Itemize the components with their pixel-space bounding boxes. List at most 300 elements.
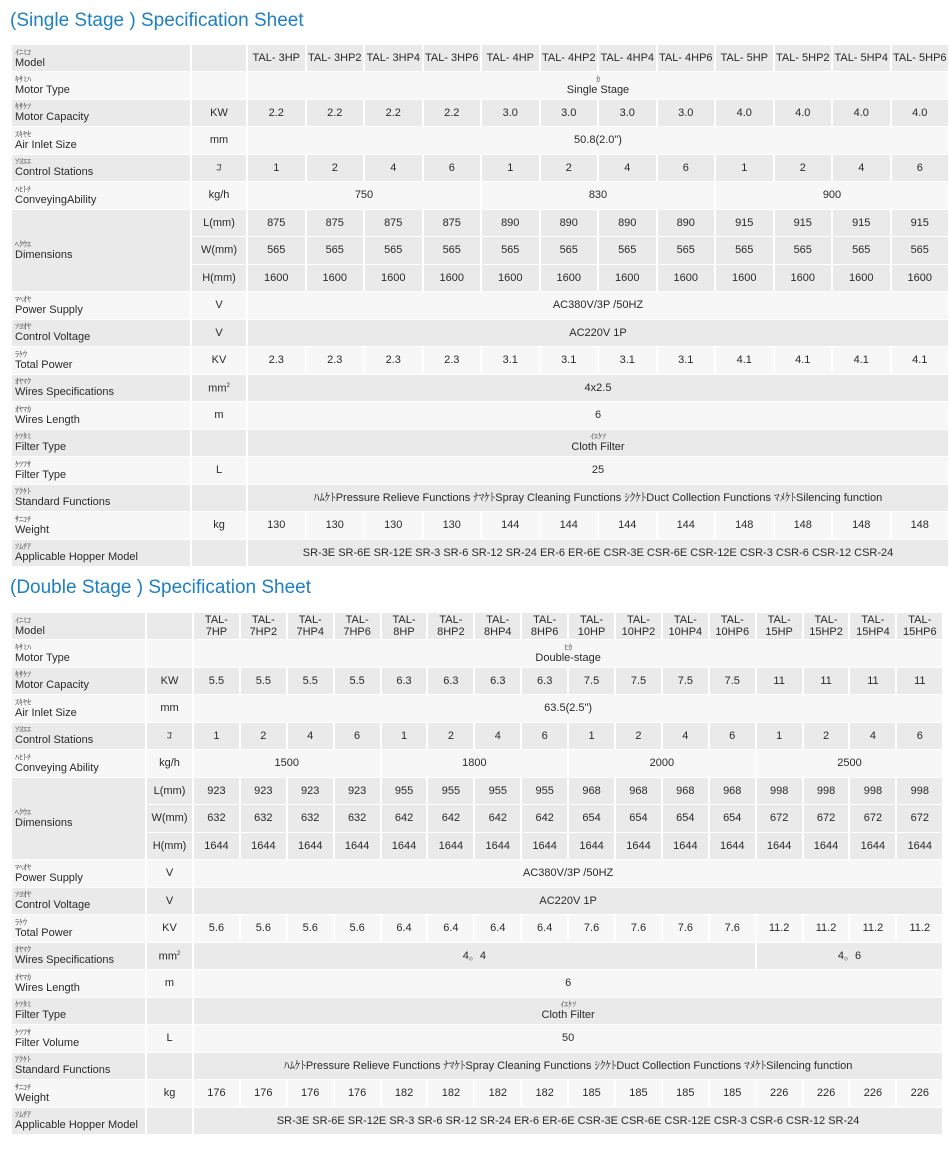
conveying-group-cell: 750	[248, 182, 480, 209]
total-power-cell: 6.4	[382, 915, 427, 942]
motor-capacity-cell: 3.0	[599, 100, 656, 127]
unit-text: ｺ	[166, 729, 173, 742]
control-stations-cell: 1	[194, 723, 239, 750]
model-cell: TAL- 10HP	[569, 613, 614, 639]
dimension-w-cell: 654	[663, 805, 708, 832]
control-stations-cell: 6	[897, 723, 942, 750]
model-cell: TAL- 15HP	[757, 613, 802, 639]
unit-text: m	[164, 977, 175, 990]
row-label	[12, 668, 145, 695]
unit-text: KV	[211, 354, 227, 367]
dimension-l-cell: 998	[804, 778, 849, 805]
dimension-w-cell: 672	[804, 805, 849, 832]
spec-row	[12, 888, 942, 915]
weight-cell: 182	[382, 1080, 427, 1107]
row-unit	[192, 347, 246, 374]
dimension-w-cell: 642	[475, 805, 520, 832]
row-unit	[192, 100, 246, 127]
spec-row	[12, 155, 948, 182]
hopper-value: SR-3E SR-6E SR-12E SR-3 SR-6 SR-12 SR-24 ER-6 ER-6E CSR-3E CSR-6E CSR-12E CSR-3 CSR-6 CSR-12 CSR-24	[248, 540, 948, 567]
motor-capacity-cell: 6.3	[522, 668, 567, 695]
dimension-l-cell: 968	[663, 778, 708, 805]
power-supply-value: AC380V/3P /50HZ	[248, 292, 948, 319]
row-label-en: Control Voltage	[15, 331, 91, 344]
weight-cell: 148	[833, 512, 890, 539]
row-unit	[147, 1108, 192, 1135]
filter-type-jp: ｲｴｹｿ	[560, 1000, 577, 1010]
control-voltage-value: AC220V 1P	[194, 888, 942, 915]
spec-row	[12, 695, 942, 722]
unit-text: V	[215, 326, 223, 339]
dimension-h-cell: 1644	[616, 833, 661, 860]
spec-row	[12, 723, 942, 750]
motor-capacity-cell: 6.3	[428, 668, 473, 695]
row-label	[12, 1025, 145, 1052]
dimension-l-cell: 915	[775, 210, 832, 237]
row-label-en: Air Inlet Size	[15, 706, 77, 719]
unit-text: L	[166, 1032, 173, 1045]
row-label-en: Model	[15, 624, 45, 637]
motor-capacity-cell: 7.5	[616, 668, 661, 695]
motor-type-en: Double-stage	[535, 651, 601, 664]
dimension-l-cell: 915	[833, 210, 890, 237]
row-unit	[192, 320, 246, 347]
dimension-l-cell: 875	[365, 210, 422, 237]
weight-cell: 130	[248, 512, 305, 539]
dimension-l-cell: 890	[658, 210, 715, 237]
row-label-jp: ｿﾖｵﾔ	[15, 322, 31, 332]
spec-row	[12, 1080, 942, 1107]
filter-type-jp: ｲｴｹｿ	[590, 432, 606, 442]
row-label-en: Dimensions	[15, 816, 73, 829]
motor-capacity-cell: 5.5	[335, 668, 380, 695]
single-stage-title: (Single Stage ) Specification Sheet	[10, 10, 304, 31]
model-cell: TAL- 8HP6	[522, 613, 567, 639]
control-stations-cell: 6	[658, 155, 715, 182]
dimension-w-cell: 565	[482, 237, 539, 264]
model-cell: TAL- 3HP6	[424, 45, 481, 71]
motor-capacity-cell: 5.5	[241, 668, 286, 695]
motor-capacity-cell: 6.3	[475, 668, 520, 695]
weight-cell: 148	[892, 512, 949, 539]
row-label	[12, 640, 145, 667]
row-label-en: Wires Length	[15, 981, 80, 994]
dimension-w-cell: 672	[897, 805, 942, 832]
motor-capacity-cell: 4.0	[716, 100, 773, 127]
dimension-w-cell: 642	[382, 805, 427, 832]
row-label-en: Power Supply	[15, 871, 83, 884]
dimension-l-cell: 890	[599, 210, 656, 237]
weight-cell: 148	[716, 512, 773, 539]
model-cell: TAL- 3HP	[248, 45, 305, 71]
dimension-l-cell: 955	[428, 778, 473, 805]
model-cell: TAL- 4HP2	[541, 45, 598, 71]
control-stations-cell: 1	[757, 723, 802, 750]
row-unit	[147, 1080, 192, 1107]
row-label-jp: ｽｷﾔｾ	[15, 129, 31, 139]
weight-cell: 226	[757, 1080, 802, 1107]
row-label	[12, 1080, 145, 1107]
row-label	[12, 430, 190, 457]
dimension-h-cell: 1644	[663, 833, 708, 860]
row-label	[12, 457, 190, 484]
weight-cell: 226	[850, 1080, 895, 1107]
row-label-jp: ｷｻｹｿ	[15, 102, 31, 112]
total-power-cell: 4.1	[775, 347, 832, 374]
dimension-l-cell: 915	[716, 210, 773, 237]
model-cell: TAL- 3HP4	[365, 45, 422, 71]
row-label-jp: ｷｻﾐﾊ	[15, 642, 31, 652]
control-stations-cell: 2	[241, 723, 286, 750]
dimension-w-cell: 632	[335, 805, 380, 832]
dimension-h-cell: 1644	[897, 833, 942, 860]
conveying-group-cell: 830	[482, 182, 714, 209]
dimension-w-cell: 565	[833, 237, 890, 264]
dimension-w-cell: 654	[710, 805, 755, 832]
total-power-cell: 7.6	[616, 915, 661, 942]
row-label-jp: ﾍｸｳｴ	[15, 239, 31, 249]
control-stations-cell: 6	[710, 723, 755, 750]
dimension-h-cell: 1644	[804, 833, 849, 860]
row-label	[12, 182, 190, 209]
weight-cell: 148	[775, 512, 832, 539]
motor-type-value	[248, 72, 948, 99]
dimension-w-cell: 565	[599, 237, 656, 264]
dimension-h-cell: 1644	[428, 833, 473, 860]
dimension-l-cell: 968	[569, 778, 614, 805]
total-power-cell: 2.3	[307, 347, 364, 374]
dimension-h-cell: 1600	[833, 265, 890, 292]
row-unit	[147, 723, 192, 750]
row-unit	[192, 375, 246, 402]
row-label	[12, 888, 145, 915]
total-power-cell: 6.4	[428, 915, 473, 942]
control-stations-cell: 2	[307, 155, 364, 182]
row-label	[12, 778, 145, 860]
unit-text: V	[165, 867, 174, 880]
motor-capacity-cell: 3.0	[482, 100, 539, 127]
spec-row	[12, 320, 948, 347]
dimension-w-cell: 565	[892, 237, 949, 264]
total-power-cell: 4.1	[833, 347, 890, 374]
control-stations-cell: 2	[541, 155, 598, 182]
spec-row	[12, 640, 942, 667]
motor-capacity-cell: 11	[757, 668, 802, 695]
row-label-jp: ｿﾑﾁｱ	[15, 1110, 31, 1120]
spec-row	[12, 805, 942, 832]
unit-text: kg	[163, 1087, 176, 1100]
row-label-en: Standard Functions	[15, 1064, 111, 1077]
control-stations-cell: 1	[382, 723, 427, 750]
spec-row	[12, 45, 948, 71]
dimension-h-cell: 1600	[541, 265, 598, 292]
spec-row	[12, 485, 948, 512]
dimension-h-cell: 1644	[850, 833, 895, 860]
dimension-l-cell: 955	[475, 778, 520, 805]
total-power-cell: 5.6	[288, 915, 333, 942]
weight-cell: 130	[424, 512, 481, 539]
unit-text: ｺ	[216, 161, 222, 174]
row-label	[12, 970, 145, 997]
spec-row	[12, 1108, 942, 1135]
total-power-cell: 5.6	[335, 915, 380, 942]
row-label-jp: ｷｻﾐﾊ	[15, 74, 31, 84]
motor-capacity-cell: 5.5	[194, 668, 239, 695]
unit-text: KW	[160, 674, 179, 687]
row-label-en: Control Voltage	[15, 899, 91, 912]
row-label-jp: ｵﾔﾏｶ	[15, 404, 31, 414]
row-unit	[147, 668, 192, 695]
row-label-jp: ｹﾂﾌｻ	[15, 1027, 31, 1037]
model-cell: TAL- 15HP4	[850, 613, 895, 639]
row-label	[12, 210, 190, 292]
row-unit	[192, 402, 246, 429]
row-label-en: Motor Capacity	[15, 111, 89, 124]
row-unit	[147, 750, 192, 777]
row-label-en: Weight	[15, 1091, 50, 1104]
row-label-jp: ﾍｸｳｴ	[15, 807, 31, 817]
motor-capacity-cell: 11	[897, 668, 942, 695]
row-label-en: Model	[15, 56, 45, 69]
row-label	[12, 915, 145, 942]
row-label-jp: ﾗｹｳ	[15, 917, 27, 927]
motor-capacity-cell: 11	[850, 668, 895, 695]
double-stage-spec-table	[10, 612, 944, 1135]
conveying-group-cell: 2000	[569, 750, 755, 777]
row-label	[12, 943, 145, 970]
spec-row	[12, 540, 948, 567]
weight-cell: 130	[365, 512, 422, 539]
dimension-h-cell: 1644	[382, 833, 427, 860]
dimension-h-cell: 1600	[307, 265, 364, 292]
model-cell: TAL- 15HP2	[804, 613, 849, 639]
dimension-l-cell: 923	[194, 778, 239, 805]
row-label	[12, 375, 190, 402]
motor-type-en: Single Stage	[566, 83, 630, 96]
wires-spec-value: 4x2.5	[248, 375, 948, 402]
row-label-jp: ｻﾆｺﾁ	[15, 514, 31, 524]
row-label-en: Motor Capacity	[15, 679, 89, 692]
motor-capacity-cell: 7.5	[663, 668, 708, 695]
row-unit	[192, 45, 246, 71]
dimension-h-cell: 1600	[599, 265, 656, 292]
motor-capacity-cell: 4.0	[833, 100, 890, 127]
row-label-jp: ｵﾔﾏｸ	[15, 377, 31, 387]
weight-cell: 226	[897, 1080, 942, 1107]
row-label-en: Control Stations	[15, 166, 94, 179]
spec-row	[12, 833, 942, 860]
motor-capacity-cell: 6.3	[382, 668, 427, 695]
row-label	[12, 998, 145, 1025]
row-label	[12, 155, 190, 182]
total-power-cell: 11.2	[804, 915, 849, 942]
row-unit	[192, 155, 246, 182]
row-unit	[192, 430, 246, 457]
unit-text: kg/h	[208, 189, 230, 202]
row-unit	[147, 860, 192, 887]
model-cell: TAL- 15HP6	[897, 613, 942, 639]
row-label	[12, 860, 145, 887]
row-label-jp: ｲﾆﾐｺ	[15, 615, 31, 625]
row-label-jp: ｻﾆｺﾁ	[15, 1082, 31, 1092]
row-label-jp: ｵﾔﾏｸ	[15, 945, 31, 955]
total-power-cell: 11.2	[897, 915, 942, 942]
dimension-l-cell: 998	[897, 778, 942, 805]
control-stations-cell: 4	[599, 155, 656, 182]
row-label-en: Conveying Ability	[15, 761, 99, 774]
total-power-cell: 7.6	[569, 915, 614, 942]
row-unit	[192, 127, 246, 154]
row-label-jp: ﾗｹｳ	[15, 349, 27, 359]
control-stations-cell: 2	[804, 723, 849, 750]
weight-cell: 176	[194, 1080, 239, 1107]
dimension-w-cell: 565	[541, 237, 598, 264]
filter-type-en: Cloth Filter	[571, 441, 625, 454]
total-power-cell: 3.1	[541, 347, 598, 374]
conveying-group-cell: 1500	[194, 750, 380, 777]
row-unit	[147, 1025, 192, 1052]
filter-volume-value: 50	[194, 1025, 942, 1052]
motor-capacity-cell: 5.5	[288, 668, 333, 695]
row-unit	[147, 640, 192, 667]
total-power-cell: 5.6	[241, 915, 286, 942]
weight-cell: 185	[663, 1080, 708, 1107]
model-cell: TAL- 7HP2	[241, 613, 286, 639]
total-power-cell: 6.4	[522, 915, 567, 942]
dimension-l-cell: 915	[892, 210, 949, 237]
model-cell: TAL- 5HP2	[775, 45, 832, 71]
dimension-l-cell: 875	[424, 210, 481, 237]
unit-sup: 2	[176, 951, 181, 958]
dimension-w-cell: 642	[522, 805, 567, 832]
control-stations-cell: 4	[365, 155, 422, 182]
weight-cell: 144	[658, 512, 715, 539]
control-stations-cell: 2	[616, 723, 661, 750]
model-cell: TAL- 7HP	[194, 613, 239, 639]
dimension-h-cell: 1600	[716, 265, 773, 292]
row-unit	[192, 182, 246, 209]
row-label-en: Dimensions	[15, 248, 73, 261]
spec-row	[12, 127, 948, 154]
spec-row	[12, 970, 942, 997]
model-cell: TAL- 4HP6	[658, 45, 715, 71]
weight-cell: 176	[241, 1080, 286, 1107]
spec-row	[12, 998, 942, 1025]
row-label-jp: ｿﾑﾁｱ	[15, 542, 31, 552]
dimension-w-cell: 565	[716, 237, 773, 264]
model-cell: TAL- 4HP4	[599, 45, 656, 71]
model-cell: TAL- 5HP6	[892, 45, 949, 71]
filter-type-value	[194, 998, 942, 1025]
standard-functions-value: ﾊﾑｹﾄPressure Relieve Functions ﾅﾏｹﾄSpray Cleaning Functions ｼｸｹﾄDuct Collection Functions ﾏﾒｹﾄSilencing function	[194, 1053, 942, 1080]
row-label	[12, 723, 145, 750]
dimension-h-cell: 1644	[710, 833, 755, 860]
total-power-cell: 3.1	[482, 347, 539, 374]
dimension-w-cell: 565	[365, 237, 422, 264]
row-label-jp: ｱｸｹﾄ	[15, 1055, 31, 1065]
row-label-en: Wires Specifications	[15, 954, 115, 967]
total-power-cell: 11.2	[850, 915, 895, 942]
row-label-jp: ｲﾆﾐｺ	[15, 47, 31, 57]
air-inlet-value: 50.8(2.0")	[248, 127, 948, 154]
control-stations-cell: 4	[663, 723, 708, 750]
spec-row	[12, 943, 942, 970]
control-stations-cell: 1	[716, 155, 773, 182]
model-cell: TAL- 10HP4	[663, 613, 708, 639]
dimension-unit: W(mm)	[192, 237, 246, 264]
spec-row	[12, 375, 948, 402]
spec-row	[12, 402, 948, 429]
spec-row	[12, 668, 942, 695]
dimension-h-cell: 1644	[522, 833, 567, 860]
dimension-w-cell: 654	[569, 805, 614, 832]
filter-volume-value: 25	[248, 457, 948, 484]
row-label-en: Wires Specifications	[15, 386, 115, 399]
dimension-l-cell: 923	[241, 778, 286, 805]
total-power-cell: 2.3	[248, 347, 305, 374]
air-inlet-value: 63.5(2.5")	[194, 695, 942, 722]
row-label	[12, 72, 190, 99]
dimension-w-cell: 565	[658, 237, 715, 264]
row-label	[12, 1053, 145, 1080]
row-label	[12, 320, 190, 347]
control-stations-cell: 6	[424, 155, 481, 182]
row-label-en: Control Stations	[15, 734, 94, 747]
model-cell: TAL- 8HP	[382, 613, 427, 639]
power-supply-value: AC380V/3P /50HZ	[194, 860, 942, 887]
dimension-h-cell: 1644	[757, 833, 802, 860]
total-power-cell: 3.1	[658, 347, 715, 374]
spec-row	[12, 860, 942, 887]
row-label-en: Filter Type	[15, 468, 67, 481]
motor-capacity-cell: 3.0	[541, 100, 598, 127]
control-voltage-value: AC220V 1P	[248, 320, 948, 347]
spec-row	[12, 613, 942, 639]
conveying-group-cell: 900	[716, 182, 948, 209]
row-label-jp: ｹﾂﾌｻ	[15, 459, 31, 469]
unit-text: mm	[209, 134, 229, 147]
spec-row	[12, 1053, 942, 1080]
row-label-en: Applicable Hopper Model	[15, 1119, 138, 1132]
row-label	[12, 485, 190, 512]
weight-cell: 182	[522, 1080, 567, 1107]
spec-row	[12, 778, 942, 805]
control-stations-cell: 6	[522, 723, 567, 750]
spec-row	[12, 100, 948, 127]
row-unit	[147, 1053, 192, 1080]
total-power-cell: 2.3	[365, 347, 422, 374]
total-power-cell: 11.2	[757, 915, 802, 942]
weight-cell: 176	[335, 1080, 380, 1107]
dimension-l-cell: 923	[288, 778, 333, 805]
spec-row	[12, 72, 948, 99]
row-label	[12, 512, 190, 539]
row-unit	[192, 457, 246, 484]
spec-row	[12, 182, 948, 209]
dimension-l-cell: 875	[307, 210, 364, 237]
model-cell: TAL- 4HP	[482, 45, 539, 71]
motor-capacity-cell: 11	[804, 668, 849, 695]
dimension-h-cell: 1600	[248, 265, 305, 292]
row-unit	[147, 970, 192, 997]
dimension-unit: L(mm)	[147, 778, 192, 805]
unit-text: kg/h	[159, 757, 180, 770]
row-label-en: Standard Functions	[15, 496, 111, 509]
row-label	[12, 750, 145, 777]
dimension-h-cell: 1644	[335, 833, 380, 860]
row-label-jp: ｵﾔﾏｶ	[15, 972, 31, 982]
dimension-l-cell: 923	[335, 778, 380, 805]
